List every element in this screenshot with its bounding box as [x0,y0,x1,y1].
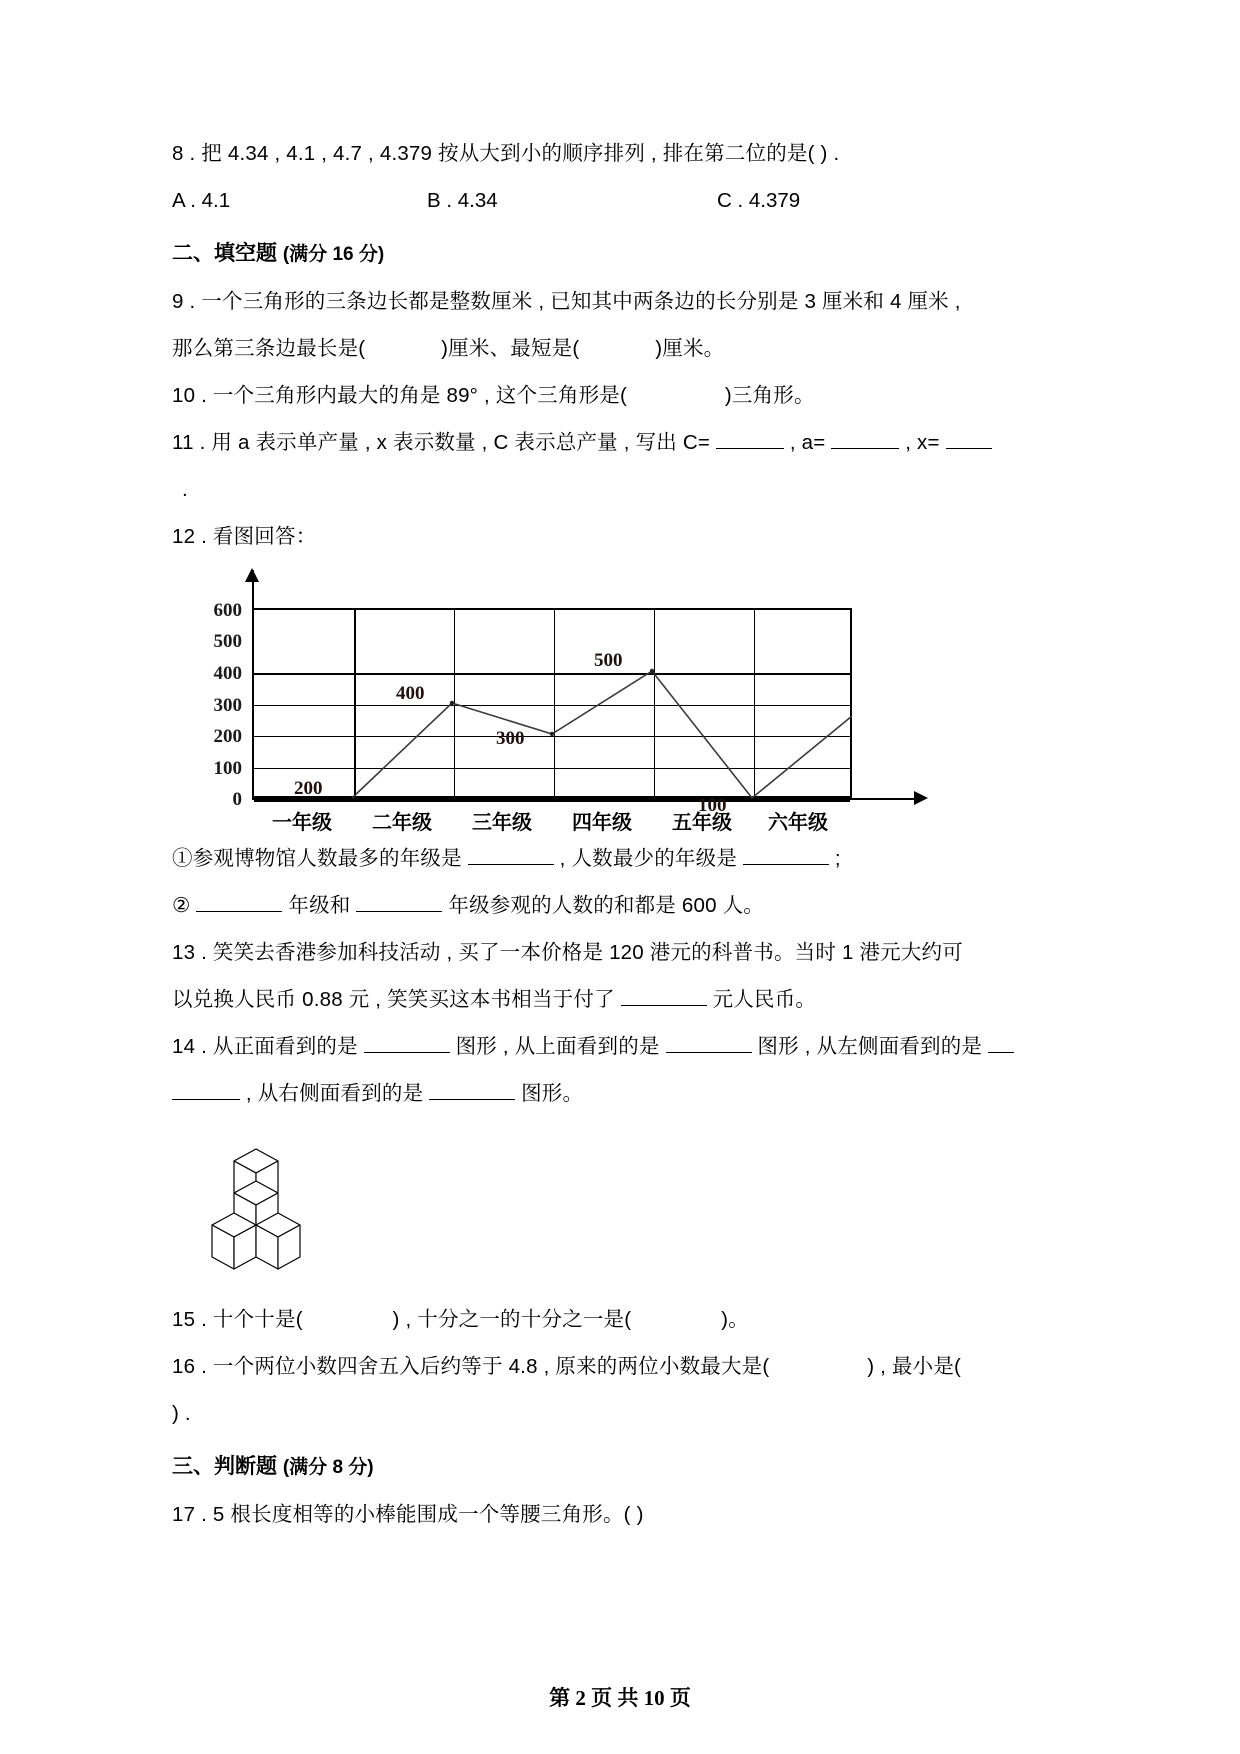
question-9-text-c: )厘米。 [655,337,725,360]
x-cat-label-1: 一年级 [272,812,332,834]
question-11-text-b: , a= [789,431,826,454]
q16-text-a: 16 . 一个两位小数四舍五入后约等于 4.8 , 原来的两位小数最大是( [172,1355,770,1378]
q14-blank-front[interactable] [364,1052,450,1053]
question-11 [172,419,1072,466]
section-3-heading [172,1443,1072,1491]
y-tick-0: 0 [232,789,242,810]
cube-stack-figure [196,1131,1072,1296]
x-cat-label-5: 五年级 [672,812,732,834]
x-cat-label-3: 三年级 [472,812,532,834]
question-11-blank-c[interactable] [716,448,784,449]
q12-sub1-blank-1[interactable] [468,864,554,865]
question-9-text-a: 那么第三条边最长是( [172,337,366,360]
q14-text-c: 图形 , 从左侧面看到的是 [757,1035,983,1058]
q13-blank-1[interactable] [621,1005,707,1006]
question-14-line-1 [172,1023,1072,1070]
q14-blank-right[interactable] [429,1099,515,1100]
q15-text-c: )。 [721,1308,749,1331]
question-13-line-2 [172,976,1072,1023]
q15-text-a: 15 . 十个十是( [172,1308,303,1331]
q13-text-b: 元人民币。 [712,988,817,1011]
chart-data-line [252,608,916,830]
x-cat-label-2: 二年级 [372,812,432,834]
q15-text-b: ) , 十分之一的十分之一是( [392,1308,632,1331]
question-10 [172,372,1072,419]
section-3-points: (满分 8 分) [282,1457,374,1478]
data-label-grade-1: 200 [294,778,323,799]
question-16-line-1 [172,1343,1072,1390]
question-11-blank-x[interactable] [946,448,992,449]
cube-stack-svg [196,1131,356,1291]
question-15 [172,1296,1072,1343]
q16-text-b: ) , 最小是( [867,1355,962,1378]
x-cat-label-4: 四年级 [572,812,632,834]
question-9-line-1: 9 . 一个三角形的三条边长都是整数厘米 , 已知其中两条边的长分别是 3 厘米和 4 厘米 , [172,290,961,313]
y-axis-arrow-icon [245,568,259,582]
question-11-text-c: , x= [905,431,940,454]
q12-sub1-text-b: , 人数最少的年级是 [559,847,738,870]
q12-sub2-text-b: 年级和 [288,894,351,917]
q14-blank-left[interactable] [172,1099,240,1100]
y-tick-100: 100 [213,758,242,779]
question-8-stem: 8 . 把 4.34 , 4.1 , 4.7 , 4.379 按从大到小的顺序排列 , 排在第二位的是( ) . [172,142,840,165]
page-content [172,130,1072,1538]
option-c[interactable]: C . 4.379 [717,189,801,212]
data-label-grade-5: 100 [698,795,727,816]
question-12-sub-1 [172,835,1072,882]
q14-text-e: 图形。 [521,1082,584,1105]
chart-canvas [196,570,896,834]
bar-line-chart-figure [196,570,1072,835]
question-10-text-a: 10 . 一个三角形内最大的角是 89° , 这个三角形是( [172,384,627,407]
q13-text-a: 以兑换人民币 0.88 元 , 笑笑买这本书相当于付了 [172,988,615,1011]
question-13-line-1: 13 . 笑笑去香港参加科技活动 , 买了一本价格是 120 港元的科普书。当时 1 港元大约可 [172,941,963,964]
q14-text-d: , 从右侧面看到的是 [245,1082,424,1105]
q14-text-a: 14 . 从正面看到的是 [172,1035,358,1058]
y-tick-300: 300 [213,695,242,716]
question-14-line-2 [172,1070,1072,1117]
section-2-heading [172,230,1072,278]
question-11-text-a: 11 . 用 a 表示单产量 , x 表示数量 , C 表示总产量 , 写出 C= [172,431,711,454]
q12-sub1-text-c: ; [834,847,841,870]
q12-sub1-text-a: ①参观博物馆人数最多的年级是 [172,847,462,870]
question-11-period: . [182,478,188,501]
q14-blank-top[interactable] [666,1052,752,1053]
x-axis-arrow-icon [914,791,928,805]
y-axis-tick-labels [196,570,242,820]
y-tick-500: 500 [213,631,242,652]
q12-sub2-text-c: 年级参观的人数的和都是 600 人。 [448,894,765,917]
q12-sub1-blank-2[interactable] [743,864,829,865]
question-8-options [172,177,932,224]
question-11-blank-a[interactable] [831,448,899,449]
section-3-title: 三、判断题 [172,1455,277,1478]
q12-sub2-blank-1[interactable] [196,911,282,912]
option-b[interactable]: B . 4.34 [427,189,498,212]
y-tick-600: 600 [213,600,242,621]
data-label-grade-4: 500 [594,650,623,671]
question-12-sub-2 [172,882,1072,929]
data-label-grade-2: 400 [396,683,425,704]
question-16-line-2: ) . [172,1402,191,1425]
q14-text-b: 图形 , 从上面看到的是 [455,1035,660,1058]
q12-sub2-blank-2[interactable] [356,911,442,912]
q14-blank-left-part[interactable] [988,1052,1014,1053]
question-12-label: 12 . 看图回答： [172,525,317,548]
data-label-grade-3: 300 [496,728,525,749]
page-footer: 第 2 页 共 10 页 [549,1686,691,1710]
x-cat-label-6: 六年级 [768,812,828,834]
y-tick-200: 200 [213,726,242,747]
section-2-title: 二、填空题 [172,242,277,265]
question-9-line-2 [172,325,1072,372]
y-tick-400: 400 [213,663,242,684]
option-a[interactable]: A . 4.1 [172,189,231,212]
question-17: 17 . 5 根长度相等的小棒能围成一个等腰三角形。( ) [172,1503,644,1526]
q12-sub2-text-a: ② [172,894,191,917]
question-10-text-b: )三角形。 [724,384,815,407]
section-2-points: (满分 16 分) [282,244,385,265]
question-9-text-b: )厘米、最短是( [441,337,580,360]
